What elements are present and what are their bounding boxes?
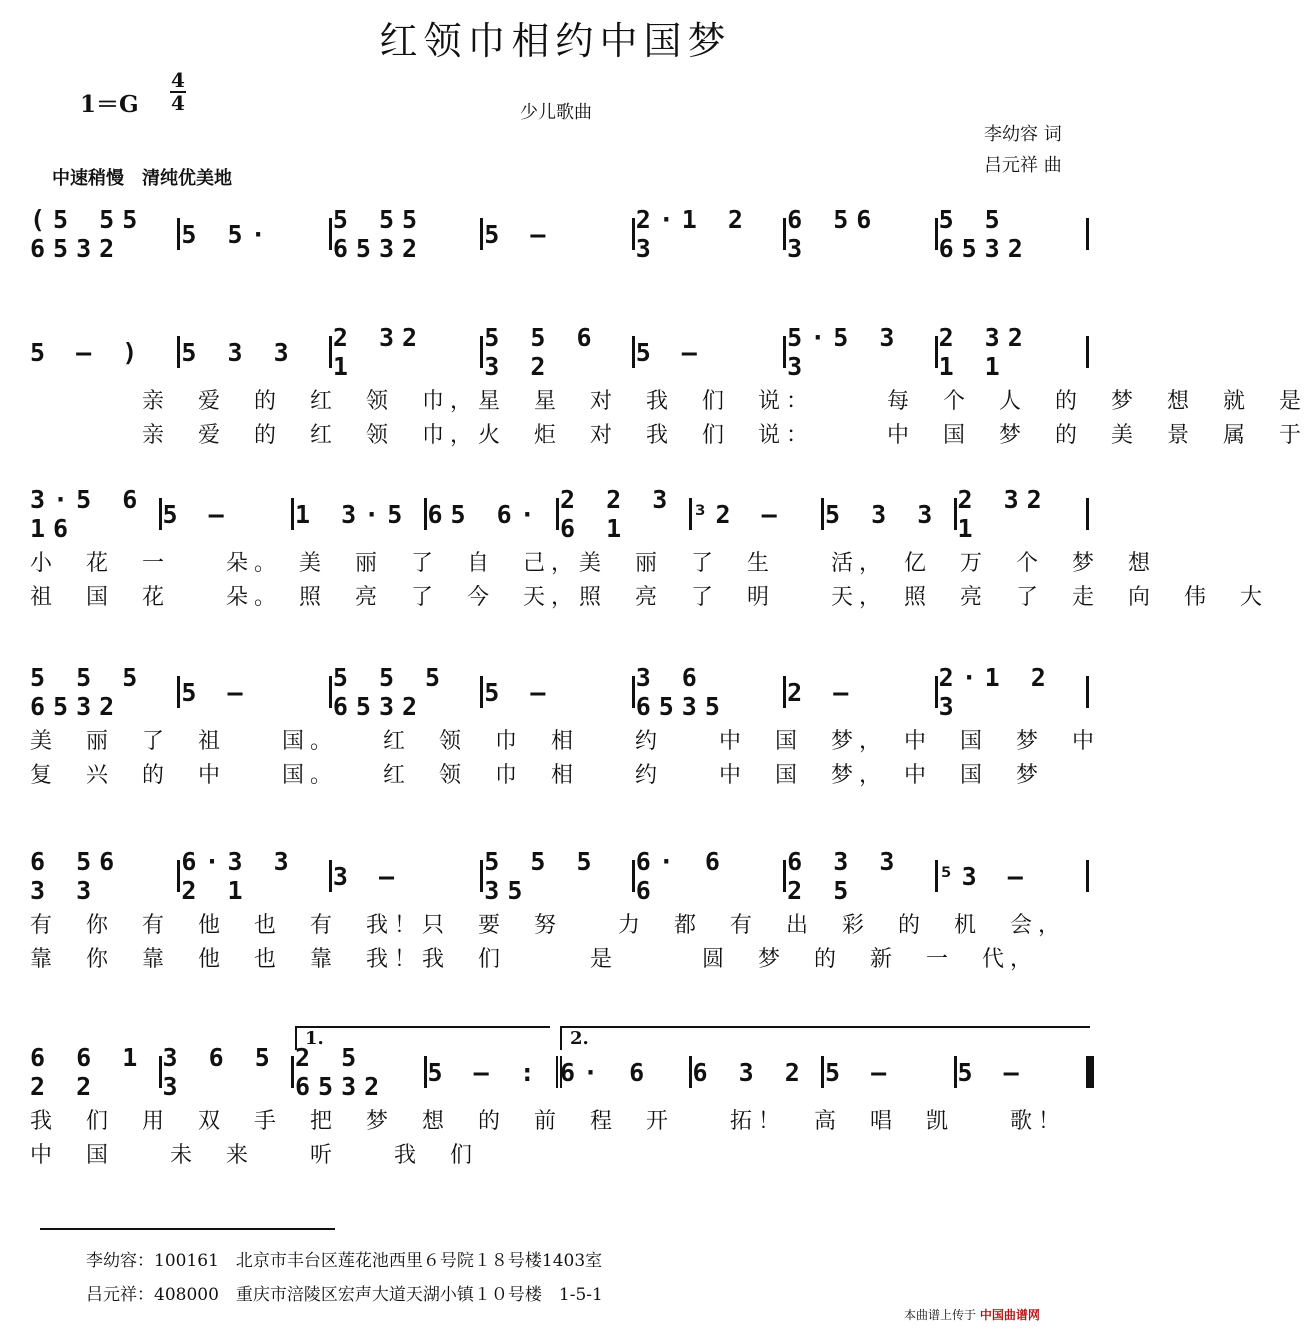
measure — [332, 663, 483, 721]
measure-notes: ⁵3 – — [938, 861, 1031, 891]
lyric-line-2: 靠 你 靠 他 也 靠 我！我 们 是 圆 梦 的 新 一 代， — [30, 947, 1039, 972]
measure-notes: 5 5 6 3 2 — [484, 323, 600, 381]
measure-notes: 2 32 1 — [332, 323, 426, 381]
measure-notes: 5 5 5 6532 — [332, 663, 449, 721]
notation-line — [30, 485, 1090, 543]
measure-notes: 6 3 3 2 5 — [787, 847, 903, 905]
measure-notes: 6 6 1 2 2 — [30, 1043, 146, 1101]
lyric-line-1: 我 们 用 双 手 把 梦 想 的 前 程 开 拓！ 高 唱 凯 歌！ — [30, 1109, 1067, 1134]
site-watermark — [904, 1306, 1040, 1323]
measure — [787, 847, 937, 905]
measure-notes: 5 – — [484, 677, 554, 707]
measure-notes: 2 5 6532 — [295, 1043, 388, 1101]
lyric-line-1: 美 丽 了 祖 国。 红 领 巾 相 约 中 国 梦， 中 国 梦 中 — [30, 729, 1101, 754]
upload-note: 本曲谱上传于 — [904, 1308, 977, 1322]
lyric-line-2: 亲 爱 的 红 领 巾，火 炬 对 我 们 说： 中 国 梦 的 美 景 属 于 — [30, 423, 1307, 448]
measure — [162, 1043, 295, 1101]
measure — [635, 847, 786, 905]
lyric-line-2: 祖 国 花 朵。 照 亮 了 今 天，照 亮 了 明 天， 照 亮 了 走 向 伟 大 — [30, 585, 1269, 610]
measure — [30, 847, 180, 905]
measure-notes: 6 3 2 — [692, 1057, 808, 1087]
measure — [939, 860, 1089, 892]
measure — [484, 847, 634, 905]
measure — [295, 1043, 427, 1101]
measure — [30, 663, 180, 721]
measure — [938, 663, 1089, 721]
measure-notes: ³2 – — [692, 499, 785, 529]
measure — [332, 323, 483, 381]
measure — [428, 1056, 563, 1088]
measure — [958, 1056, 1095, 1088]
measure — [428, 498, 560, 530]
measure — [636, 336, 786, 368]
measure — [484, 323, 634, 381]
measure — [938, 205, 1089, 263]
notation-line — [30, 323, 1090, 381]
measure-notes: 1 3·5 — [295, 499, 411, 529]
measure — [560, 1056, 692, 1088]
measure-notes: 5 5 6532 — [938, 205, 1031, 263]
measure-notes: 6·3 3 2 1 — [181, 847, 297, 905]
measure-notes: 2 – — [787, 677, 857, 707]
measure — [332, 205, 483, 263]
genre-label: 少儿歌曲 — [520, 102, 592, 123]
measure-notes: 6 56 3 — [787, 205, 880, 263]
measure-notes: 2·1 2 3 — [938, 663, 1054, 721]
measure — [693, 1056, 825, 1088]
composer-address: 吕元祥：408000 重庆市涪陵区宏声大道天湖小镇１０号楼 1-5-1 — [86, 1285, 603, 1305]
measure-notes: 65 6· — [427, 499, 543, 529]
measure — [181, 676, 331, 708]
composer-credit: 吕元祥 曲 — [984, 155, 1062, 176]
first-ending-bracket: 1. — [295, 1026, 550, 1050]
time-signature-top: 4 — [171, 68, 185, 92]
measure — [30, 485, 162, 543]
second-ending-bracket: 2. — [560, 1026, 1090, 1050]
lyric-line-2: 复 兴 的 中 国。 红 领 巾 相 约 中 国 梦， 中 国 梦 — [30, 763, 1045, 788]
measure-notes: 5 55 6532 — [332, 205, 426, 263]
measure-notes: 3 – — [332, 861, 402, 891]
measure-notes: 5 – — [484, 219, 554, 249]
measure — [30, 205, 180, 263]
measure-notes: 5 5 5 6532 — [30, 663, 146, 721]
measure — [30, 336, 180, 368]
lyricist-credit: 李幼容 词 — [984, 124, 1062, 145]
song-title: 红领巾相约中国梦 — [379, 19, 732, 63]
measure-notes: 3·5 6 16 — [30, 485, 146, 543]
measure — [181, 847, 331, 905]
lyric-line-2: 中 国 未 来 听 我 们 — [30, 1143, 479, 1168]
measure-notes: 2 32 1 — [957, 485, 1050, 543]
measure-notes: 5 – — [635, 337, 705, 367]
measure — [560, 485, 692, 543]
time-signature — [170, 70, 186, 114]
measure — [825, 498, 957, 530]
measure-notes: 5 – : — [427, 1057, 543, 1087]
measure — [787, 323, 937, 381]
measure-notes: (5 55 6532 — [30, 205, 146, 263]
measure — [484, 676, 634, 708]
measure-notes: 5 – ) — [30, 337, 146, 367]
tempo-marking: 中速稍慢 清纯优美地 — [52, 168, 232, 189]
lyric-line-1: 小 花 一 朵。 美 丽 了 自 己，美 丽 了 生 活， 亿 万 个 梦 想 — [30, 551, 1157, 576]
measure — [181, 336, 331, 368]
measure — [957, 485, 1090, 543]
site-logo: 中国曲谱网 — [979, 1308, 1040, 1322]
measure — [181, 218, 331, 250]
measure-notes: 5 5· — [181, 219, 274, 249]
measure — [787, 676, 937, 708]
measure — [635, 663, 786, 721]
measure — [333, 860, 483, 892]
measure-notes: 5 – — [181, 677, 251, 707]
measure-notes: 5 3 3 — [825, 499, 941, 529]
measure — [484, 218, 634, 250]
measure-notes: 3 6 6535 — [635, 663, 728, 721]
measure-notes: 2 32 1 1 — [938, 323, 1031, 381]
measure — [163, 498, 295, 530]
notation-line — [30, 847, 1090, 905]
measure — [938, 323, 1089, 381]
measure-notes: 3 6 5 3 — [162, 1043, 278, 1101]
measure-notes: 6 56 3 3 — [30, 847, 123, 905]
measure-notes: 5·5 3 3 — [787, 323, 903, 381]
notation-line — [30, 1028, 1090, 1101]
measure — [787, 205, 937, 263]
lyric-line-1: 亲 爱 的 红 领 巾，星 星 对 我 们 说： 每 个 人 的 梦 想 就 是 — [30, 389, 1307, 414]
key-signature: 1＝G — [80, 91, 139, 118]
measure-notes: 2 2 3 6 1 — [560, 485, 676, 543]
footer-divider — [40, 1228, 335, 1230]
lyricist-address: 李幼容：100161 北京市丰台区莲花池西里６号院１８号楼1403室 — [86, 1251, 603, 1271]
measure-notes: 2·1 2 3 — [635, 205, 751, 263]
measure — [693, 498, 825, 530]
measure-notes: 5 – — [162, 499, 232, 529]
measure-notes: 5 3 3 — [181, 337, 297, 367]
measure-notes: 6· 6 — [560, 1057, 653, 1087]
measure — [635, 205, 786, 263]
time-signature-bottom: 4 — [171, 91, 185, 115]
measure — [30, 1043, 162, 1101]
lyric-line-1: 有 你 有 他 也 有 我！只 要 努 力 都 有 出 彩 的 机 会， — [30, 913, 1067, 938]
measure — [825, 1056, 957, 1088]
measure-notes: 5 – — [825, 1057, 895, 1087]
notation-line — [30, 663, 1090, 721]
measure-notes: 5 5 5 35 — [484, 847, 600, 905]
measure — [295, 498, 427, 530]
notation-line — [30, 205, 1090, 263]
measure-notes: 6· 6 6 — [635, 847, 728, 905]
measure-notes: 5 – — [957, 1057, 1027, 1087]
